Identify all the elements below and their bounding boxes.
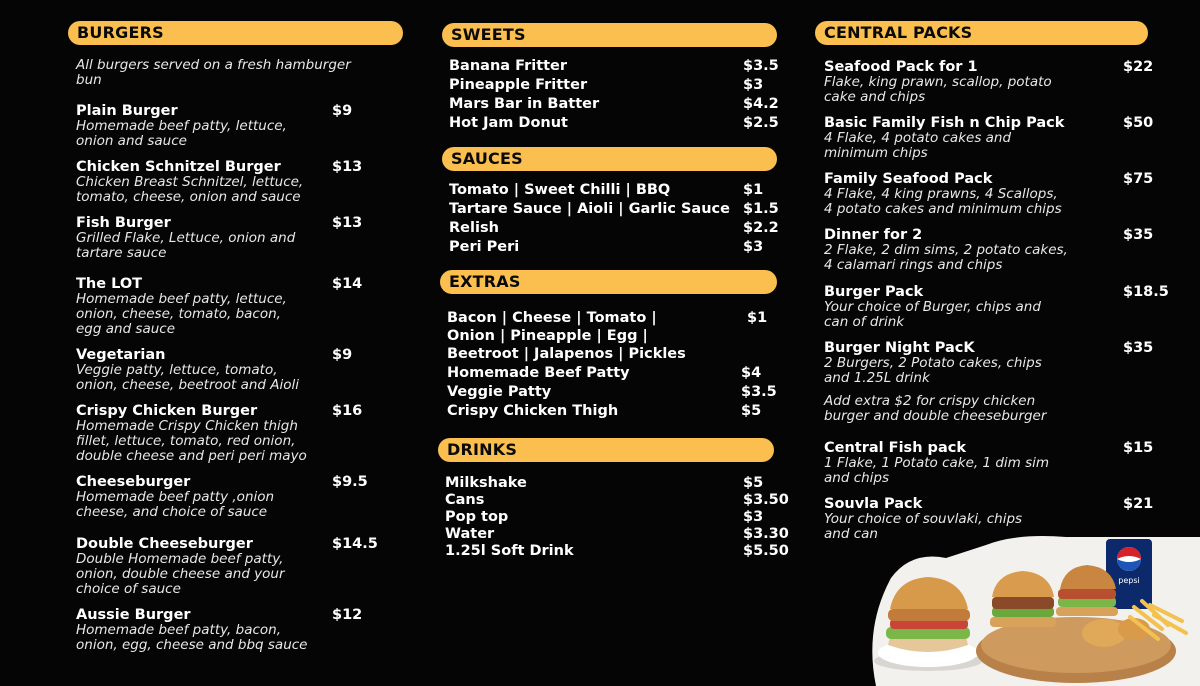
item-price: $12	[332, 607, 363, 623]
menu-item	[824, 115, 1179, 161]
item-description: Homemade Crispy Chicken thigh	[76, 418, 298, 434]
item-price: $4.2	[743, 96, 779, 112]
sauces-item	[449, 219, 779, 238]
item-name: Souvla Pack	[824, 496, 923, 512]
item-description: 2 Burgers, 2 Potato cakes, chips	[824, 355, 1042, 371]
item-price: $5	[741, 403, 762, 419]
extras-item	[447, 345, 777, 364]
menu-item	[76, 103, 376, 149]
item-name: Onion | Pineapple | Egg |	[447, 328, 648, 344]
item-description: Chicken Breast Schnitzel, lettuce,	[76, 174, 304, 190]
item-price: $35	[1123, 340, 1154, 356]
item-description: Homemade beef patty, lettuce,	[76, 291, 287, 307]
burgers-note	[76, 58, 351, 88]
item-description: and chips	[824, 470, 890, 486]
item-description: 4 potato cakes and minimum chips	[824, 201, 1062, 217]
menu-item	[76, 607, 376, 653]
item-description: egg and sauce	[76, 321, 176, 337]
item-name: Cheeseburger	[76, 474, 191, 490]
item-description: 1 Flake, 1 Potato cake, 1 dim sim	[824, 455, 1050, 471]
item-name: Cans	[445, 492, 485, 508]
menu-item	[76, 159, 376, 205]
item-price: $3.5	[743, 58, 779, 74]
extras-item	[447, 383, 777, 402]
item-description: 4 Flake, 4 king prawns, 4 Scallops,	[824, 186, 1058, 202]
item-description: onion, egg, cheese and bbq sauce	[76, 637, 308, 653]
sweets-heading: SWEETS	[442, 23, 777, 47]
item-description: onion and sauce	[76, 133, 187, 149]
menu-item	[76, 347, 376, 393]
item-description: Homemade beef patty, lettuce,	[76, 118, 287, 134]
sweets-item	[449, 114, 779, 133]
menu-item	[824, 284, 1179, 330]
item-price: $1	[743, 182, 764, 198]
item-name: Peri Peri	[449, 239, 520, 255]
item-description: and can	[824, 526, 878, 542]
item-description: 2 Flake, 2 dim sims, 2 potato cakes,	[824, 242, 1068, 258]
item-name: Family Seafood Pack	[824, 171, 993, 187]
item-description: Flake, king prawn, scallop, potato	[824, 74, 1052, 90]
item-name: Aussie Burger	[76, 607, 191, 623]
drinks-item	[445, 542, 789, 561]
item-name: Relish	[449, 220, 499, 236]
menu-item	[824, 440, 1179, 486]
item-description: Your choice of Burger, chips and	[824, 299, 1041, 315]
menu-item	[824, 59, 1179, 105]
item-description: Double Homemade beef patty,	[76, 551, 284, 567]
item-price: $9.5	[332, 474, 368, 490]
item-price: $2.5	[743, 115, 779, 131]
item-name: Crispy Chicken Thigh	[447, 403, 619, 419]
item-price: $3.30	[743, 526, 789, 542]
item-price: $75	[1123, 171, 1154, 187]
item-description: Homemade beef patty ,onion	[76, 489, 275, 505]
extras-item	[447, 364, 777, 383]
extras-item	[447, 327, 777, 346]
photo-logo-text: pepsi	[1118, 576, 1140, 585]
menu-item	[76, 215, 376, 261]
item-description: fillet, lettuce, tomato, red onion,	[76, 433, 296, 449]
item-name: Veggie Patty	[447, 384, 552, 400]
item-price: $5.50	[743, 543, 789, 559]
burgers-heading: BURGERS	[68, 21, 403, 45]
item-description: tartare sauce	[76, 245, 167, 261]
item-name: Pop top	[445, 509, 509, 525]
item-description: 4 Flake, 4 potato cakes and	[824, 130, 1012, 146]
item-name: Fish Burger	[76, 215, 171, 231]
item-name: Mars Bar in Batter	[449, 96, 600, 112]
packs-note-line: burger and double cheeseburger	[824, 408, 1047, 424]
item-price: $35	[1123, 227, 1154, 243]
item-name: Double Cheeseburger	[76, 536, 253, 552]
item-name: Beetroot | Jalapenos | Pickles	[447, 346, 686, 362]
item-name: Crispy Chicken Burger	[76, 403, 258, 419]
item-description: can of drink	[824, 314, 905, 330]
item-description: 4 calamari rings and chips	[824, 257, 1003, 273]
item-description: Grilled Flake, Lettuce, onion and	[76, 230, 296, 246]
item-name: Tomato | Sweet Chilli | BBQ	[449, 182, 671, 198]
sweets-item	[449, 95, 779, 114]
item-price: $2.2	[743, 220, 779, 236]
item-name: Burger Night PacK	[824, 340, 975, 356]
item-price: $9	[332, 103, 353, 119]
item-description: choice of sauce	[76, 581, 181, 597]
item-name: Hot Jam Donut	[449, 115, 568, 131]
sweets-item	[449, 76, 779, 95]
item-price: $1	[747, 310, 768, 326]
item-name: Dinner for 2	[824, 227, 923, 243]
item-name: Burger Pack	[824, 284, 924, 300]
item-price: $14	[332, 276, 363, 292]
item-price: $1.5	[743, 201, 779, 217]
menu-item	[76, 474, 376, 520]
item-price: $5	[743, 475, 764, 491]
item-price: $18.5	[1123, 284, 1169, 300]
menu-item	[824, 227, 1179, 273]
item-name: Pineapple Fritter	[449, 77, 588, 93]
item-description: Your choice of souvlaki, chips	[824, 511, 1023, 527]
item-description: cake and chips	[824, 89, 926, 105]
item-name: Vegetarian	[76, 347, 166, 363]
item-price: $14.5	[332, 536, 378, 552]
item-description: double cheese and peri peri mayo	[76, 448, 307, 464]
item-price: $15	[1123, 440, 1154, 456]
item-description: minimum chips	[824, 145, 928, 161]
item-price: $21	[1123, 496, 1154, 512]
item-name: Bacon | Cheese | Tomato |	[447, 310, 657, 326]
item-name: Tartare Sauce | Aioli | Garlic Sauce	[449, 201, 730, 217]
extras-item	[447, 402, 777, 421]
item-price: $3	[743, 77, 764, 93]
item-name: Basic Family Fish n Chip Pack	[824, 115, 1065, 131]
item-name: Central Fish pack	[824, 440, 966, 456]
item-name: Chicken Schnitzel Burger	[76, 159, 281, 175]
item-description: onion, cheese, tomato, bacon,	[76, 306, 281, 322]
item-name: The LOT	[76, 276, 143, 292]
burgers-note-line: bun	[76, 72, 102, 88]
item-name: Banana Fritter	[449, 58, 568, 74]
packs-note-line: Add extra $2 for crispy chicken	[824, 393, 1036, 409]
burgers-note-line: All burgers served on a fresh hamburger	[76, 57, 351, 73]
sauces-item	[449, 238, 779, 257]
item-price: $9	[332, 347, 353, 363]
sauces-heading: SAUCES	[442, 147, 777, 171]
menu-item	[824, 171, 1179, 217]
item-description: Homemade beef patty, bacon,	[76, 622, 282, 638]
menu-item	[76, 536, 376, 597]
extras-item	[447, 309, 777, 328]
menu-item	[824, 340, 1179, 386]
item-name: Water	[445, 526, 495, 542]
sweets-item	[449, 57, 779, 76]
item-price: $16	[332, 403, 363, 419]
food-photo	[866, 533, 1200, 686]
item-description: tomato, cheese, onion and sauce	[76, 189, 301, 205]
item-name: Homemade Beef Patty	[447, 365, 630, 381]
central-packs-heading: CENTRAL PACKS	[815, 21, 1148, 45]
packs-note	[824, 394, 1046, 424]
item-name: Milkshake	[445, 475, 527, 491]
item-description: cheese, and choice of sauce	[76, 504, 268, 520]
item-description: Veggie patty, lettuce, tomato,	[76, 362, 278, 378]
item-price: $13	[332, 215, 363, 231]
item-price: $3.50	[743, 492, 789, 508]
item-price: $3	[743, 239, 764, 255]
item-price: $13	[332, 159, 363, 175]
menu-item	[76, 403, 376, 464]
item-price: $50	[1123, 115, 1154, 131]
item-description: onion, double cheese and your	[76, 566, 285, 582]
item-name: 1.25l Soft Drink	[445, 543, 574, 559]
drinks-heading: DRINKS	[438, 438, 774, 462]
item-name: Seafood Pack for 1	[824, 59, 978, 75]
item-price: $4	[741, 365, 762, 381]
item-price: $3.5	[741, 384, 777, 400]
item-price: $22	[1123, 59, 1154, 75]
extras-heading: EXTRAS	[440, 270, 777, 294]
item-name: Plain Burger	[76, 103, 178, 119]
item-description: onion, cheese, beetroot and Aioli	[76, 377, 300, 393]
item-price: $3	[743, 509, 764, 525]
sauces-item	[449, 200, 779, 219]
menu-item	[76, 276, 376, 337]
item-description: and 1.25L drink	[824, 370, 930, 386]
sauces-item	[449, 181, 779, 200]
